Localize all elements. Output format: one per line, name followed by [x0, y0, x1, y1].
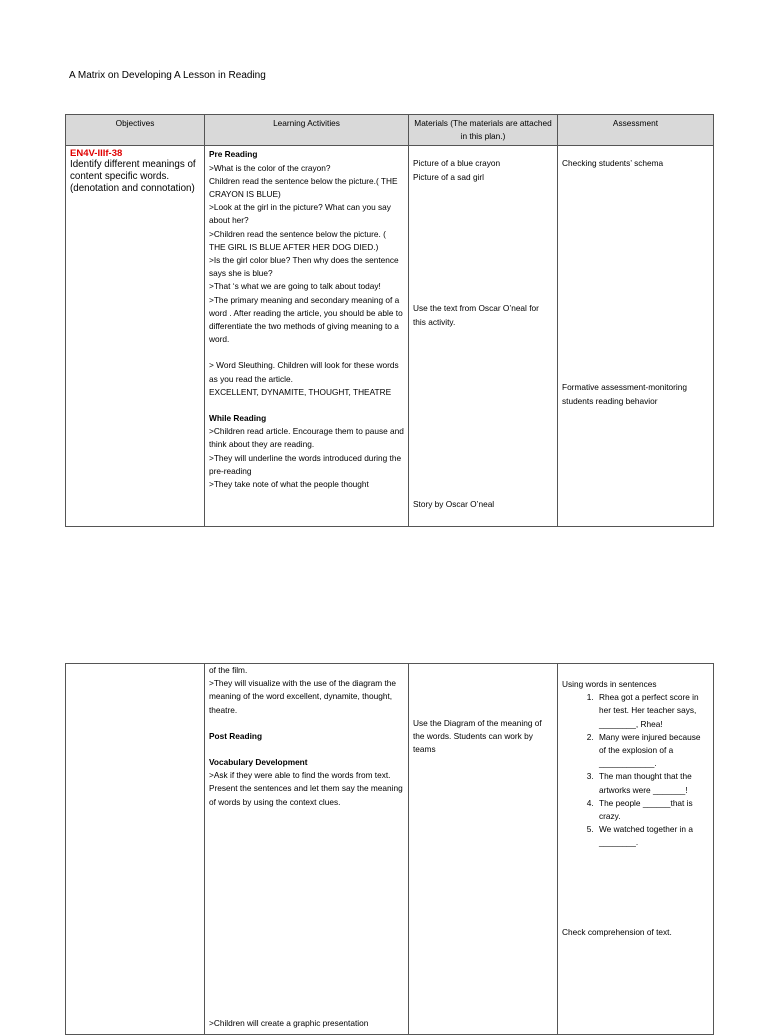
list-item: 2. Many were injured because of the explosion of a ____________.: [596, 731, 709, 771]
page-title: A Matrix on Developing A Lesson in Reading: [69, 70, 266, 81]
header-activities: Learning Activities: [205, 115, 409, 146]
list-item: 3. The man thought that the artworks were _______!: [596, 770, 709, 796]
assessment-cell: [558, 146, 714, 527]
activities-cell: [205, 664, 409, 1035]
header-materials: Materials (The materials are attached in this plan.): [409, 115, 558, 146]
while-reading-text: >Children read article. Encourage them to pause and think about they are reading. >They will underline the words introduced during the pre-reading >They take note of what the people thought: [209, 426, 404, 490]
table-row: [66, 664, 714, 1035]
post-reading-heading: Post Reading: [209, 730, 263, 741]
list-item: 5. We watched together in a ________.: [596, 823, 709, 849]
pre-reading-heading: Pre Reading: [209, 149, 258, 160]
lesson-matrix-table-2: [65, 663, 714, 1035]
visualize-text: of the film. >They will visualize with the use of the diagram the meaning of the word excellent, dynamite, thought, theatre.: [209, 665, 397, 715]
list-item: 4. The people ______that is crazy.: [596, 797, 709, 823]
assessment-sentences-heading: Using words in sentences: [562, 679, 657, 689]
while-reading-heading: While Reading: [209, 413, 267, 424]
assessment-comprehension: Check comprehension of text.: [562, 927, 672, 937]
table-row: [66, 146, 714, 527]
word-sleuthing-text: > Word Sleuthing. Children will look for these words as you read the article. EXCELLENT, DYNAMITE, THOUGHT, THEATRE: [209, 360, 399, 397]
objectives-cell: [66, 664, 205, 1035]
graphic-presentation-text: >Children will create a graphic presentation: [209, 1018, 369, 1028]
header-objectives: Objectives: [66, 115, 205, 146]
vocab-text: >Ask if they were able to find the words from text. Present the sentences and let them say the meaning of words by using the context clues.: [209, 770, 403, 807]
objective-text: Identify different meanings of content specific words. (denotation and connotation): [70, 159, 196, 194]
assessment-schema: Checking students’ schema: [562, 158, 664, 169]
header-row: [66, 115, 714, 146]
materials-cell: [409, 664, 558, 1035]
materials-cell: [409, 146, 558, 527]
materials-diagram: Use the Diagram of the meaning of the words. Students can work by teams: [413, 718, 542, 755]
materials-story: Story by Oscar O’neal: [413, 499, 495, 510]
assessment-cell: [558, 664, 714, 1035]
objectives-cell: [66, 146, 205, 527]
vocab-heading: Vocabulary Development: [209, 757, 308, 768]
pre-reading-text: >What is the color of the crayon? Children read the sentence below the picture.( THE CRAYON IS BLUE) >Look at the girl in the picture? What can you say about her? >Children read the sentence below the picture. ( THE GIRL IS BLUE AFTER HER DOG DIED.) >Is the girl color blue? Then why does the sentence says she is blue? >That ‘s what we are going to talk about today! >The primary meaning and secondary meaning of a word . After reading the article, you should be able to differentiate the two methods of giving meaning to a word.: [209, 162, 403, 345]
lesson-matrix-table-1: [65, 114, 714, 527]
competency-code: EN4V-IIIf-38: [70, 148, 123, 160]
header-assessment: Assessment: [558, 115, 714, 146]
materials-pictures: Picture of a blue crayon Picture of a sad girl: [413, 158, 501, 182]
sentence-list: [562, 691, 709, 849]
list-item: 1. Rhea got a perfect score in her test. Her teacher says, ________, Rhea!: [596, 691, 709, 731]
assessment-formative: Formative assessment-monitoring students reading behavior: [562, 382, 687, 406]
materials-text-source: Use the text from Oscar O’neal for this activity.: [413, 303, 539, 327]
activities-cell: [205, 146, 409, 527]
